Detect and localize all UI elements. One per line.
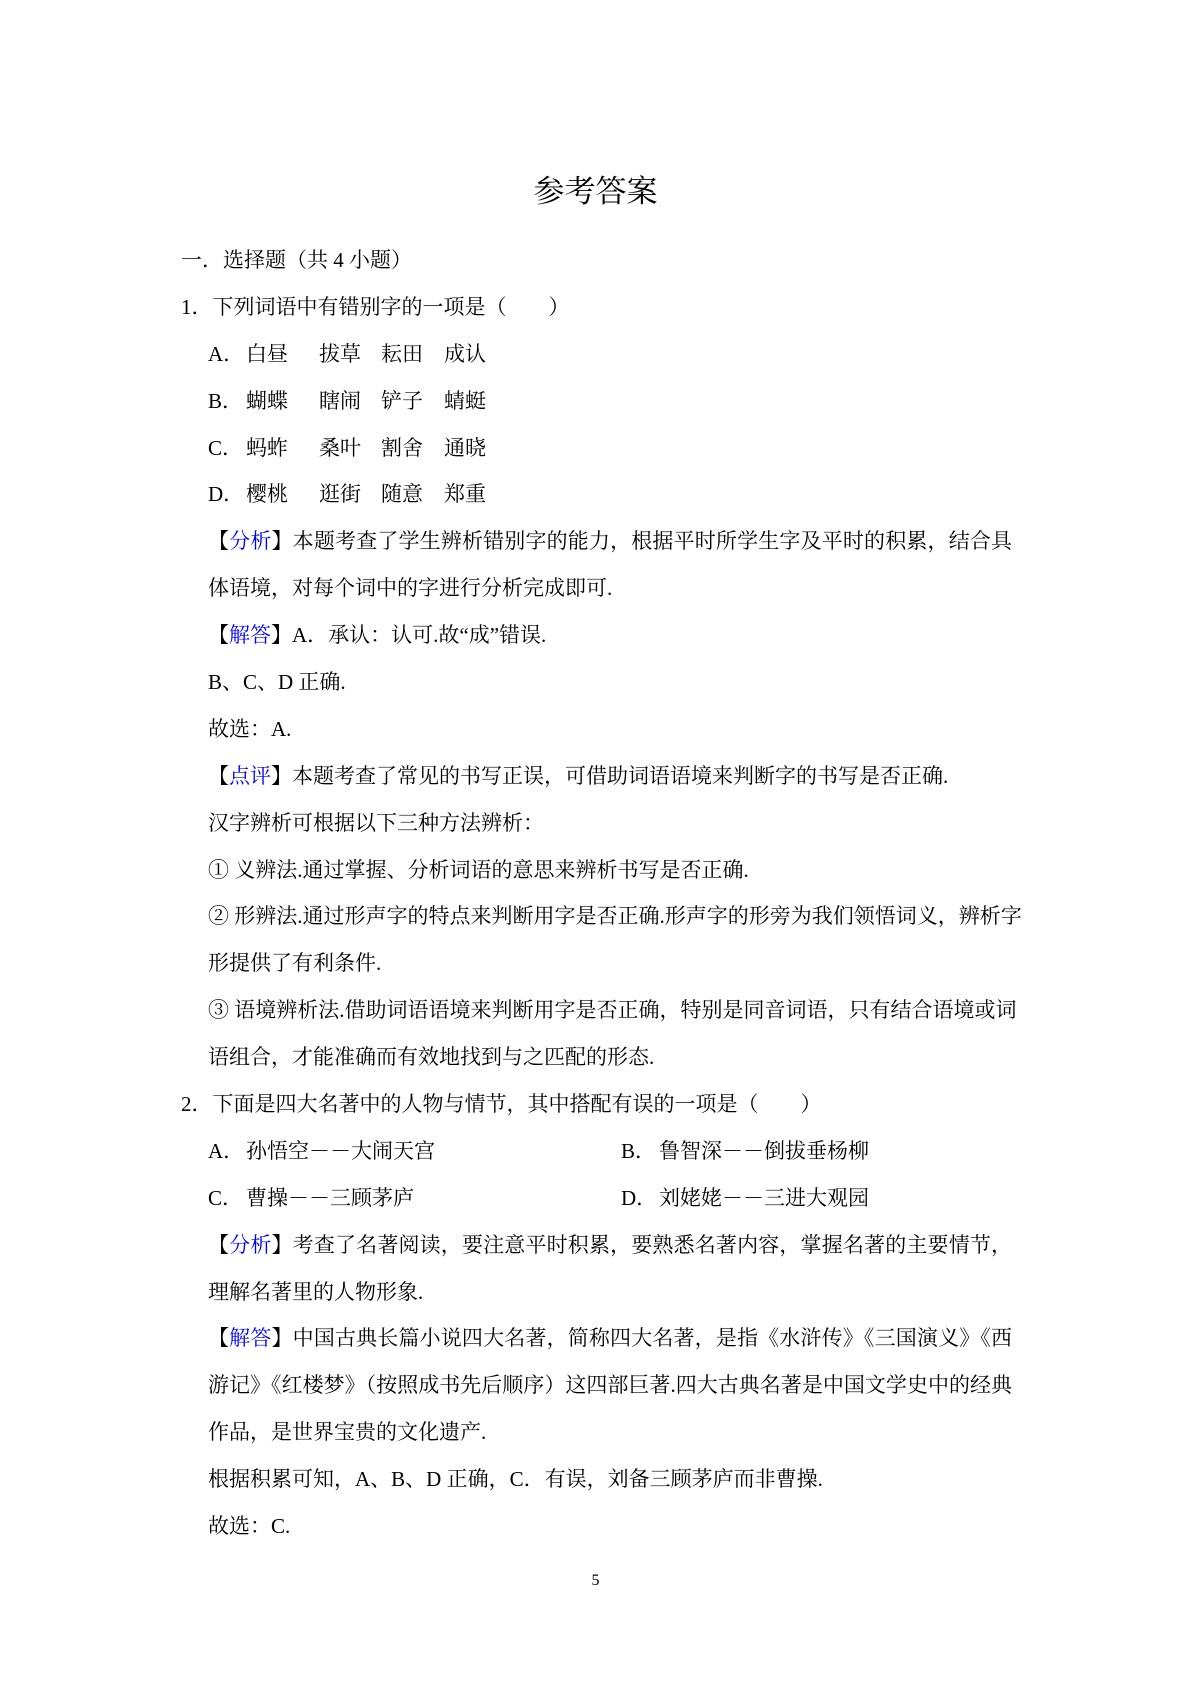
option-word: 随意 — [381, 482, 423, 507]
option-text: 曹操－－三顾茅庐 — [246, 1185, 414, 1210]
option-word: 耘田 — [381, 341, 423, 366]
question-stem: 2．下面是四大名著中的人物与情节，其中搭配有误的一项是（ ） — [181, 1092, 822, 1117]
tag-bracket-close: 】 — [271, 1326, 293, 1351]
answer-text: 作品，是世界宝贵的文化遗产. — [208, 1420, 487, 1445]
answer-content — [0, 237, 1191, 1550]
option-word: 樱桃 — [246, 482, 288, 507]
option-word: 郑重 — [444, 482, 486, 507]
option-text: 刘姥姥－－三进大观园 — [659, 1185, 869, 1210]
comment-method-1: ① 义辨法.通过掌握、分析词语的意思来辨析书写是否正确. — [208, 857, 749, 882]
option-word: 通晓 — [444, 435, 486, 460]
page-number: 5 — [591, 1572, 600, 1589]
comment-text: 形提供了有利条件. — [208, 951, 382, 976]
option-row — [0, 471, 1191, 518]
analysis-tag: 分析 — [229, 1232, 272, 1257]
option-word: 蜻蜓 — [444, 388, 486, 413]
option-row — [0, 425, 1191, 472]
option-item — [208, 1128, 621, 1175]
comment-method-2: ② 形辨法.通过形声字的特点来判断用字是否正确.形声字的形旁为我们领悟词义，辨析字 — [208, 904, 1022, 929]
comment-line — [0, 753, 1191, 800]
option-label: B． — [621, 1138, 657, 1163]
tag-bracket-close: 】 — [271, 763, 292, 788]
option-label: A． — [208, 1138, 245, 1163]
option-text: 鲁智深－－倒拔垂杨柳 — [659, 1138, 869, 1163]
option-word: 桑叶 — [319, 435, 361, 460]
option-word: 蚂蚱 — [246, 435, 288, 460]
option-row — [0, 1175, 1191, 1222]
option-item — [621, 1175, 1034, 1222]
comment-text: 汉字辨析可根据以下三种方法辨析： — [208, 810, 544, 835]
analysis-line — [0, 518, 1012, 565]
answer-text: 根据积累可知，A、B、D 正确，C．有误，刘备三顾茅庐而非曹操. — [208, 1467, 823, 1492]
option-item — [208, 1175, 621, 1222]
analysis-line — [0, 1222, 1012, 1269]
option-label: D． — [208, 482, 245, 507]
comment-text: 本题考查了常见的书写正误，可借助词语语境来判断字的书写是否正确. — [292, 763, 949, 788]
answer-tag: 解答 — [229, 623, 271, 648]
answer-text: 游记》《红楼梦》（按照成书先后顺序）这四部巨著.四大古典名著是中国文学史中的经典 — [208, 1373, 1012, 1398]
option-word: 瞎闹 — [319, 388, 361, 413]
option-word: 蝴蝶 — [246, 388, 288, 413]
analysis-text: 本题考查了学生辨析错别字的能力，根据平时所学生字及平时的积累，结合具 — [292, 529, 1013, 554]
answer-text: B、C、D 正确. — [208, 670, 346, 695]
option-row — [0, 378, 1191, 425]
option-word: 成认 — [444, 341, 486, 366]
question-stem: 1．下列词语中有错别字的一项是（ ） — [181, 294, 570, 319]
analysis-tag: 分析 — [229, 529, 272, 554]
option-text: 孙悟空－－大闹天宫 — [246, 1138, 435, 1163]
answer-text: 中国古典长篇小说四大名著，简称四大名著，是指《水浒传》《三国演义》《西 — [292, 1326, 1013, 1351]
comment-text: 语组合，才能准确而有效地找到与之匹配的形态. — [208, 1045, 655, 1070]
option-label: C． — [208, 435, 244, 460]
option-label: D． — [621, 1185, 658, 1210]
tag-bracket-close: 】 — [271, 529, 293, 554]
option-word: 割舍 — [381, 435, 423, 460]
option-label: C． — [208, 1185, 244, 1210]
tag-bracket-open: 【 — [208, 529, 230, 554]
analysis-text: 理解名著里的人物形象. — [208, 1279, 424, 1304]
comment-method-3: ③ 语境辨析法.借助词语语境来判断用字是否正确，特别是同音词语，只有结合语境或词 — [208, 998, 1017, 1023]
answer-choice: 故选：A. — [208, 716, 292, 741]
tag-bracket-open: 【 — [208, 1326, 230, 1351]
tag-bracket-close: 】 — [271, 623, 292, 648]
answer-tag: 解答 — [229, 1326, 272, 1351]
option-word: 铲子 — [381, 388, 423, 413]
tag-bracket-open: 【 — [208, 763, 229, 788]
tag-bracket-open: 【 — [208, 1232, 230, 1257]
option-label: B． — [208, 388, 244, 413]
answer-choice: 故选：C. — [208, 1514, 291, 1539]
option-row — [0, 331, 1191, 378]
tag-bracket-close: 】 — [271, 1232, 293, 1257]
option-word: 白昼 — [246, 341, 288, 366]
answer-text: A．承认：认可.故“成”错误. — [292, 623, 547, 648]
section-heading: 一．选择题（共 4 小题） — [181, 248, 412, 272]
page-title: 参考答案 — [533, 174, 658, 209]
analysis-text: 体语境，对每个词中的字进行分析完成即可. — [208, 576, 613, 601]
comment-tag: 点评 — [229, 763, 271, 788]
option-item — [621, 1128, 1034, 1175]
option-word: 拔草 — [319, 341, 361, 366]
option-row — [0, 1128, 1191, 1175]
tag-bracket-open: 【 — [208, 623, 229, 648]
option-label: A． — [208, 341, 245, 366]
option-word: 逛街 — [319, 482, 361, 507]
answer-line — [0, 612, 1191, 659]
analysis-text: 考查了名著阅读，要注意平时积累，要熟悉名著内容，掌握名著的主要情节， — [292, 1232, 1013, 1257]
answer-line — [0, 1315, 1012, 1362]
